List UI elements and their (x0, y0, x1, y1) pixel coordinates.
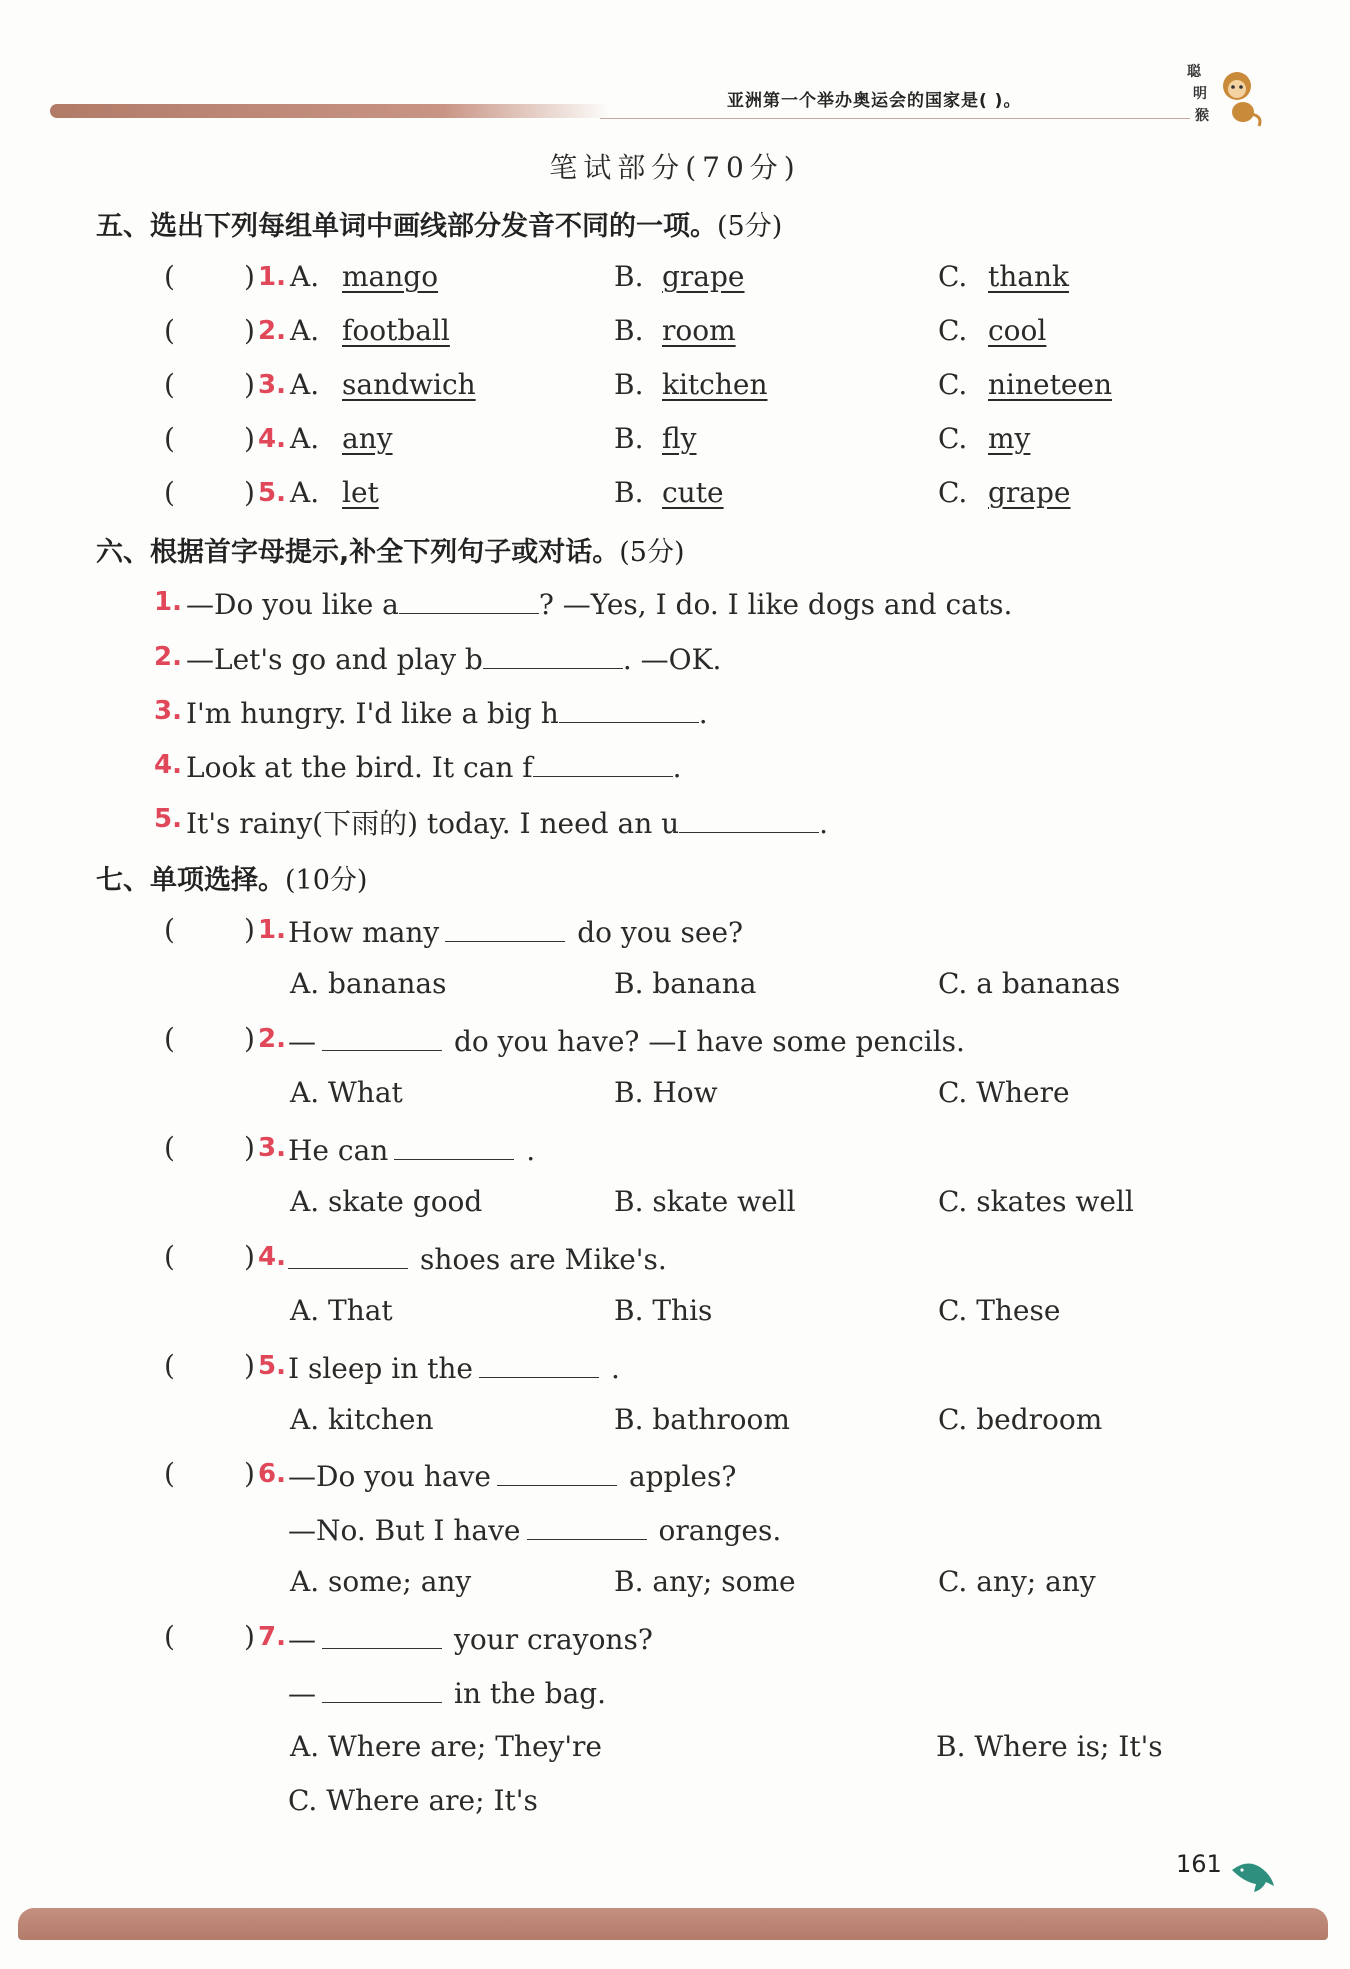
option-b[interactable]: B. bathroom (614, 1403, 790, 1436)
answer-slot[interactable] (184, 480, 240, 510)
s7-q6-paren-close: ) (244, 1457, 255, 1490)
blank-line[interactable] (479, 1349, 599, 1378)
section-5-heading (96, 204, 782, 243)
svg-text:猴: 猴 (1195, 108, 1209, 124)
stem-end: do you have? —I have some pencils. (454, 1025, 965, 1058)
dolphin-icon (1228, 1850, 1278, 1900)
stem-start: He can (288, 1134, 389, 1167)
section-7-heading (96, 858, 367, 897)
answer-slot[interactable] (184, 426, 240, 456)
sentence-start: —Let's go and play b (186, 643, 483, 676)
s7-q2-paren-close: ) (244, 1022, 255, 1055)
sentence-end: . (672, 751, 682, 784)
option-b-word: room (662, 314, 736, 347)
svg-text:明: 明 (1193, 86, 1207, 102)
stem-start: —Do you have (288, 1460, 491, 1493)
question-stem-line-2 (288, 1511, 781, 1547)
option-a-word: sandwich (342, 368, 476, 401)
s5-q4-paren-open: ( (164, 422, 175, 455)
option-b-word: fly (662, 422, 697, 455)
answer-slot[interactable] (184, 264, 240, 294)
option-c[interactable]: C. skates well (938, 1185, 1134, 1218)
section-7-points: (10分) (285, 865, 368, 896)
stem-end: apples? (628, 1460, 737, 1493)
s7-q1-paren-open: ( (164, 913, 175, 946)
section-5-title: 五、选出下列每组单词中画线部分发音不同的一项。 (96, 211, 717, 242)
s7-q2-paren-open: ( (164, 1022, 175, 1055)
option-b-word: cute (662, 476, 724, 509)
option-b-label: B. (614, 314, 644, 347)
option-c[interactable]: C. Where (938, 1076, 1070, 1109)
blank-line[interactable] (394, 1131, 514, 1160)
option-c[interactable]: C. a bananas (938, 967, 1121, 1000)
stem-end: . (611, 1352, 620, 1385)
blank-line[interactable] (445, 913, 565, 942)
s7-q4-paren-close: ) (244, 1240, 255, 1273)
option-b[interactable]: B. banana (614, 967, 757, 1000)
option-c[interactable]: C. Where are; It's (288, 1784, 538, 1817)
option-a-label: A. (290, 314, 320, 347)
blank-line[interactable] (559, 694, 699, 723)
sentence-end: ? —Yes, I do. I like dogs and cats. (538, 588, 1013, 621)
answer-slot[interactable] (184, 1026, 240, 1056)
stem-end: your crayons? (454, 1623, 653, 1656)
question-number: 7. (258, 1622, 286, 1652)
question-stem (288, 1349, 620, 1385)
option-a[interactable]: A. Where are; They're (290, 1730, 602, 1763)
option-c-word: nineteen (988, 368, 1113, 401)
option-c-word: my (988, 422, 1031, 455)
question-stem (288, 913, 743, 949)
page-title: 笔试部分(70分) (549, 151, 801, 184)
question-number: 3. (258, 370, 286, 400)
answer-slot[interactable] (184, 917, 240, 947)
option-c-word: cool (988, 314, 1047, 347)
option-b[interactable]: B. This (614, 1294, 713, 1327)
s5-q1-paren-open: ( (164, 260, 175, 293)
s7-q7-paren-close: ) (244, 1620, 255, 1653)
option-b-label: B. (614, 422, 644, 455)
header-decor-bar (50, 104, 610, 118)
sentence-start: —Do you like a (186, 588, 399, 621)
question-number: 5. (154, 804, 182, 834)
header-trivia-question: 亚洲第一个举办奥运会的国家是( )。 (727, 91, 1022, 111)
s7-q3-paren-open: ( (164, 1131, 175, 1164)
option-b[interactable]: B. How (614, 1076, 718, 1109)
answer-slot[interactable] (184, 318, 240, 348)
option-a-label: A. (290, 260, 320, 293)
option-b-label: B. (614, 368, 644, 401)
s5-q3-paren-close: ) (244, 368, 255, 401)
option-c[interactable]: C. any; any (938, 1565, 1096, 1598)
stem-start: I sleep in the (288, 1352, 473, 1385)
question-number: 2. (154, 642, 182, 672)
question-number: 3. (258, 1133, 286, 1163)
option-b-label: B. (614, 476, 644, 509)
blank-line[interactable] (533, 748, 673, 777)
option-a[interactable]: A. some; any (290, 1565, 472, 1598)
option-c-label: C. (938, 476, 968, 509)
blank-line[interactable] (399, 585, 539, 614)
s7-q5-paren-close: ) (244, 1349, 255, 1382)
option-c-label: C. (938, 422, 968, 455)
blank-line[interactable] (497, 1457, 617, 1486)
stem-end: do you see? (577, 916, 744, 949)
blank-line[interactable] (322, 1022, 442, 1051)
question-number: 1. (154, 587, 182, 617)
section-6-points: (5分) (619, 537, 685, 568)
option-a-word: let (342, 476, 379, 509)
answer-slot[interactable] (184, 1244, 240, 1274)
fill-in-sentence (186, 802, 828, 842)
question-stem (288, 1457, 736, 1493)
option-a-label: A. (290, 476, 320, 509)
option-b[interactable]: B. Where is; It's (936, 1730, 1163, 1763)
question-number: 4. (258, 424, 286, 454)
s5-q4-paren-close: ) (244, 422, 255, 455)
header-rule (600, 118, 1190, 119)
stem-start: — (288, 1623, 316, 1656)
option-c-label: C. (938, 368, 968, 401)
blank-line[interactable] (483, 640, 623, 669)
option-a-word: football (342, 314, 450, 347)
option-c[interactable]: C. bedroom (938, 1403, 1103, 1436)
question-stem (288, 1022, 965, 1058)
stem-start: — (288, 1677, 316, 1710)
s7-q4-paren-open: ( (164, 1240, 175, 1273)
answer-slot[interactable] (184, 1353, 240, 1383)
s5-q2-paren-open: ( (164, 314, 175, 347)
option-c-label: C. (938, 260, 968, 293)
option-b[interactable]: B. skate well (614, 1185, 796, 1218)
option-a[interactable]: A. That (290, 1294, 393, 1327)
stem-start: —No. But I have (288, 1514, 521, 1547)
page-number: 161 (1176, 1850, 1222, 1878)
answer-slot[interactable] (184, 1624, 240, 1654)
section-6-title: 六、根据首字母提示,补全下列句子或对话。 (96, 537, 620, 568)
stem-end: . (526, 1134, 536, 1167)
fill-in-sentence (186, 640, 721, 676)
question-number: 6. (258, 1459, 286, 1489)
sentence-end: . —OK. (622, 643, 722, 676)
blank-line[interactable] (679, 804, 819, 833)
monkey-icon (1185, 56, 1265, 128)
option-c-word: grape (988, 476, 1071, 509)
question-number: 2. (258, 1024, 286, 1054)
answer-slot[interactable] (184, 372, 240, 402)
stem-end: shoes are Mike's. (420, 1243, 667, 1276)
option-c-label: C. (938, 314, 968, 347)
question-stem (288, 1131, 535, 1167)
blank-line[interactable] (322, 1674, 442, 1703)
question-number: 5. (258, 478, 286, 508)
sentence-start: I'm hungry. I'd like a big h (186, 697, 559, 730)
question-number: 4. (154, 750, 182, 780)
blank-line[interactable] (288, 1240, 408, 1269)
fill-in-sentence (186, 585, 1012, 621)
stem-end: oranges. (658, 1514, 782, 1547)
option-a[interactable]: A. bananas (290, 967, 447, 1000)
option-b-word: grape (662, 260, 745, 293)
option-a-word: mango (342, 260, 439, 293)
sentence-end: . (698, 697, 708, 730)
s7-q6-paren-open: ( (164, 1457, 175, 1490)
s7-q7-paren-open: ( (164, 1620, 175, 1653)
s7-q3-paren-close: ) (244, 1131, 255, 1164)
option-a-label: A. (290, 422, 320, 455)
question-stem (288, 1620, 653, 1656)
question-number: 1. (258, 262, 286, 292)
question-number: 2. (258, 316, 286, 346)
blank-line[interactable] (527, 1511, 647, 1540)
s5-q3-paren-open: ( (164, 368, 175, 401)
question-number: 1. (258, 915, 286, 945)
fill-in-sentence (186, 748, 682, 784)
option-c-word: thank (988, 260, 1069, 293)
option-a-word: any (342, 422, 393, 455)
s5-q1-paren-close: ) (244, 260, 255, 293)
option-b[interactable]: B. any; some (614, 1565, 796, 1598)
fill-in-sentence (186, 694, 708, 730)
question-number: 4. (258, 1242, 286, 1272)
question-number: 5. (258, 1351, 286, 1381)
answer-slot[interactable] (184, 1135, 240, 1165)
section-5-points: (5分) (717, 211, 783, 242)
s5-q5-paren-close: ) (244, 476, 255, 509)
option-a[interactable]: A. skate good (290, 1185, 483, 1218)
question-number: 3. (154, 696, 182, 726)
option-a[interactable]: A. What (290, 1076, 403, 1109)
question-stem (288, 1240, 667, 1276)
section-7-title: 七、单项选择。 (96, 865, 285, 896)
svg-text:聪: 聪 (1187, 64, 1201, 80)
option-a-label: A. (290, 368, 320, 401)
option-b-word: kitchen (662, 368, 768, 401)
section-6-heading (96, 530, 685, 569)
option-a[interactable]: A. kitchen (290, 1403, 434, 1436)
stem-start: How many (288, 916, 440, 949)
s7-q5-paren-open: ( (164, 1349, 175, 1382)
answer-slot[interactable] (184, 1461, 240, 1491)
option-c[interactable]: C. These (938, 1294, 1061, 1327)
s5-q5-paren-open: ( (164, 476, 175, 509)
sentence-start: It's rainy(下雨的) today. I need an u (186, 807, 680, 840)
stem-start: — (288, 1025, 316, 1058)
footer-decor-band (18, 1908, 1328, 1940)
s5-q2-paren-close: ) (244, 314, 255, 347)
sentence-start: Look at the bird. It can f (186, 751, 533, 784)
blank-line[interactable] (322, 1620, 442, 1649)
question-stem-line-2 (288, 1674, 606, 1710)
stem-end: in the bag. (454, 1677, 607, 1710)
s7-q1-paren-close: ) (244, 913, 255, 946)
option-b-label: B. (614, 260, 644, 293)
sentence-end: . (819, 807, 829, 840)
